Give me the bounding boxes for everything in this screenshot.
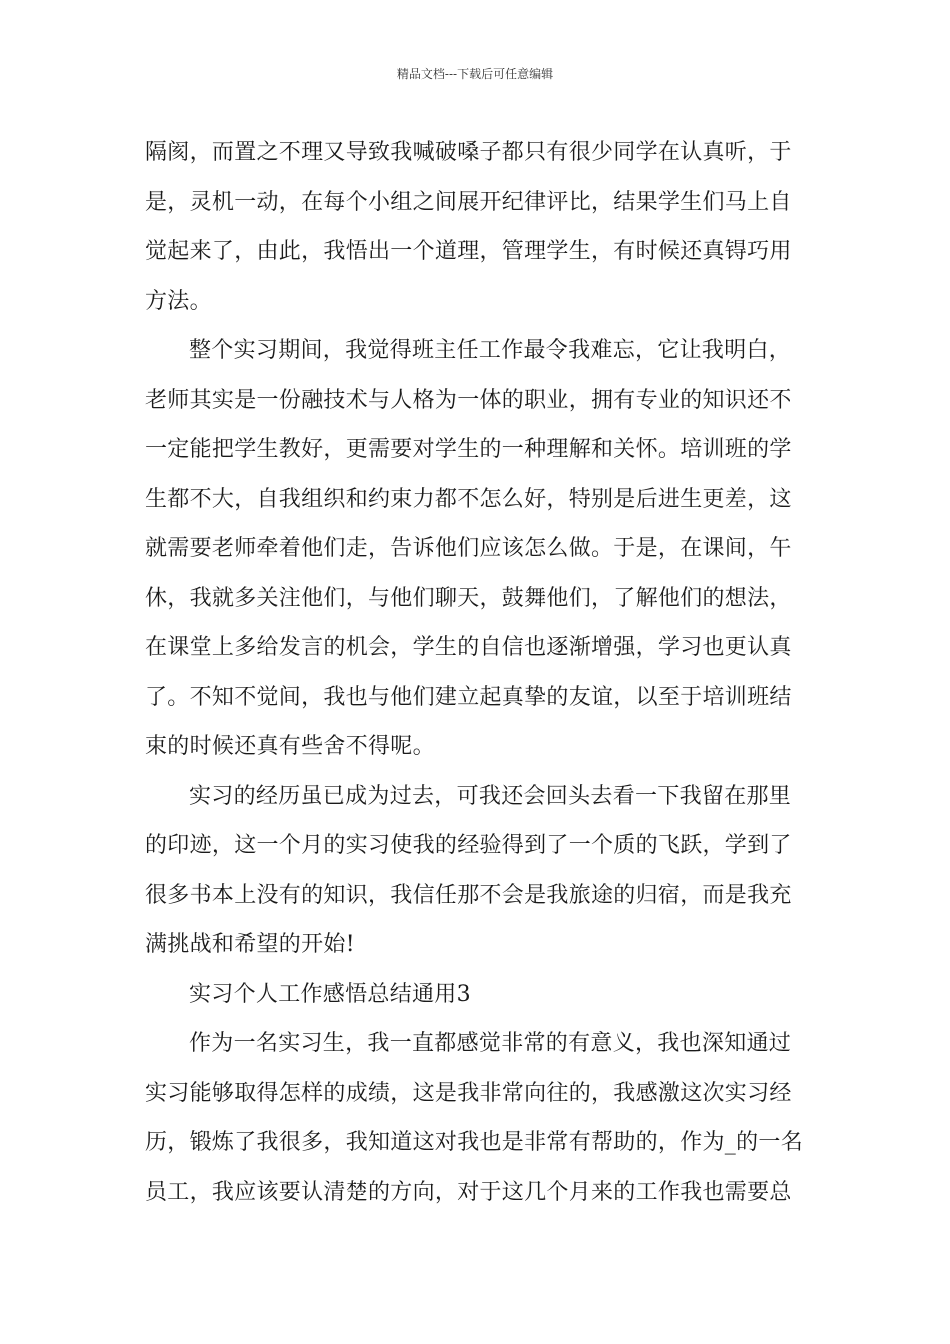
section-heading: 实习个人工作感悟总结通用3 xyxy=(189,981,471,1007)
text-line: 在课堂上多给发言的机会，学生的自信也逐渐增强，学习也更认真 xyxy=(145,635,792,660)
text-line: 实习的经历虽已成为过去，可我还会回头去看一下我留在那里 xyxy=(189,783,792,809)
paragraph-class-teacher xyxy=(145,326,807,772)
paragraph-continuation xyxy=(145,128,807,326)
text-line: 整个实习期间，我觉得班主任工作最令我难忘，它让我明白， xyxy=(189,338,792,363)
text-line: 休，我就多关注他们，与他们聊天，鼓舞他们，了解他们的想法， xyxy=(145,585,792,611)
text-line: 是，灵机一动，在每个小组之间展开纪律评比，结果学生们马上自 xyxy=(145,189,792,215)
text-line: 方法。 xyxy=(145,288,212,314)
text-line: 束的时候还真有些舍不得呢。 xyxy=(145,734,435,759)
text-line: 历，锻炼了我很多，我知道这对我也是非常有帮助的，作为_的一名 xyxy=(145,1130,804,1155)
text-line: 实习能够取得怎样的成绩，这是我非常向往的，我感激这次实习经 xyxy=(145,1080,792,1106)
text-line: 的印迹，这一个月的实习使我的经验得到了一个质的飞跃，学到了 xyxy=(145,833,792,858)
document-body xyxy=(145,128,807,1217)
text-line: 很多书本上没有的知识，我信任那不会是我旅途的归宿，而是我充 xyxy=(145,882,792,908)
text-line: 隔阂，而置之不理又导致我喊破嗓子都只有很少同学在认真听，于 xyxy=(145,140,792,165)
paragraph-intern-intro xyxy=(145,1019,807,1217)
text-line: 员工，我应该要认清楚的方向，对于这几个月来的工作我也需要总 xyxy=(145,1179,792,1205)
page-header: 精品文档---下载后可任意编辑 xyxy=(396,67,554,81)
text-line: 老师其实是一份融技术与人格为一体的职业，拥有专业的知识还不 xyxy=(145,387,792,413)
paragraph-conclusion xyxy=(145,772,807,970)
text-line: 作为一名实习生，我一直都感觉非常的有意义，我也深知通过 xyxy=(189,1031,792,1056)
text-line: 满挑战和希望的开始! xyxy=(145,932,355,957)
text-line: 就需要老师牵着他们走，告诉他们应该怎么做。于是，在课间，午 xyxy=(145,536,792,561)
text-line: 觉起来了，由此，我悟出一个道理，管理学生，有时候还真锝巧用 xyxy=(145,239,792,264)
text-line: 一定能把学生教好，更需要对学生的一种理解和关怀。培训班的学 xyxy=(145,437,792,462)
text-line: 生都不大，自我组织和约束力都不怎么好，特别是后进生更差，这 xyxy=(145,486,792,512)
text-line: 了。不知不觉间，我也与他们建立起真挚的友谊，以至于培训班结 xyxy=(145,684,792,710)
